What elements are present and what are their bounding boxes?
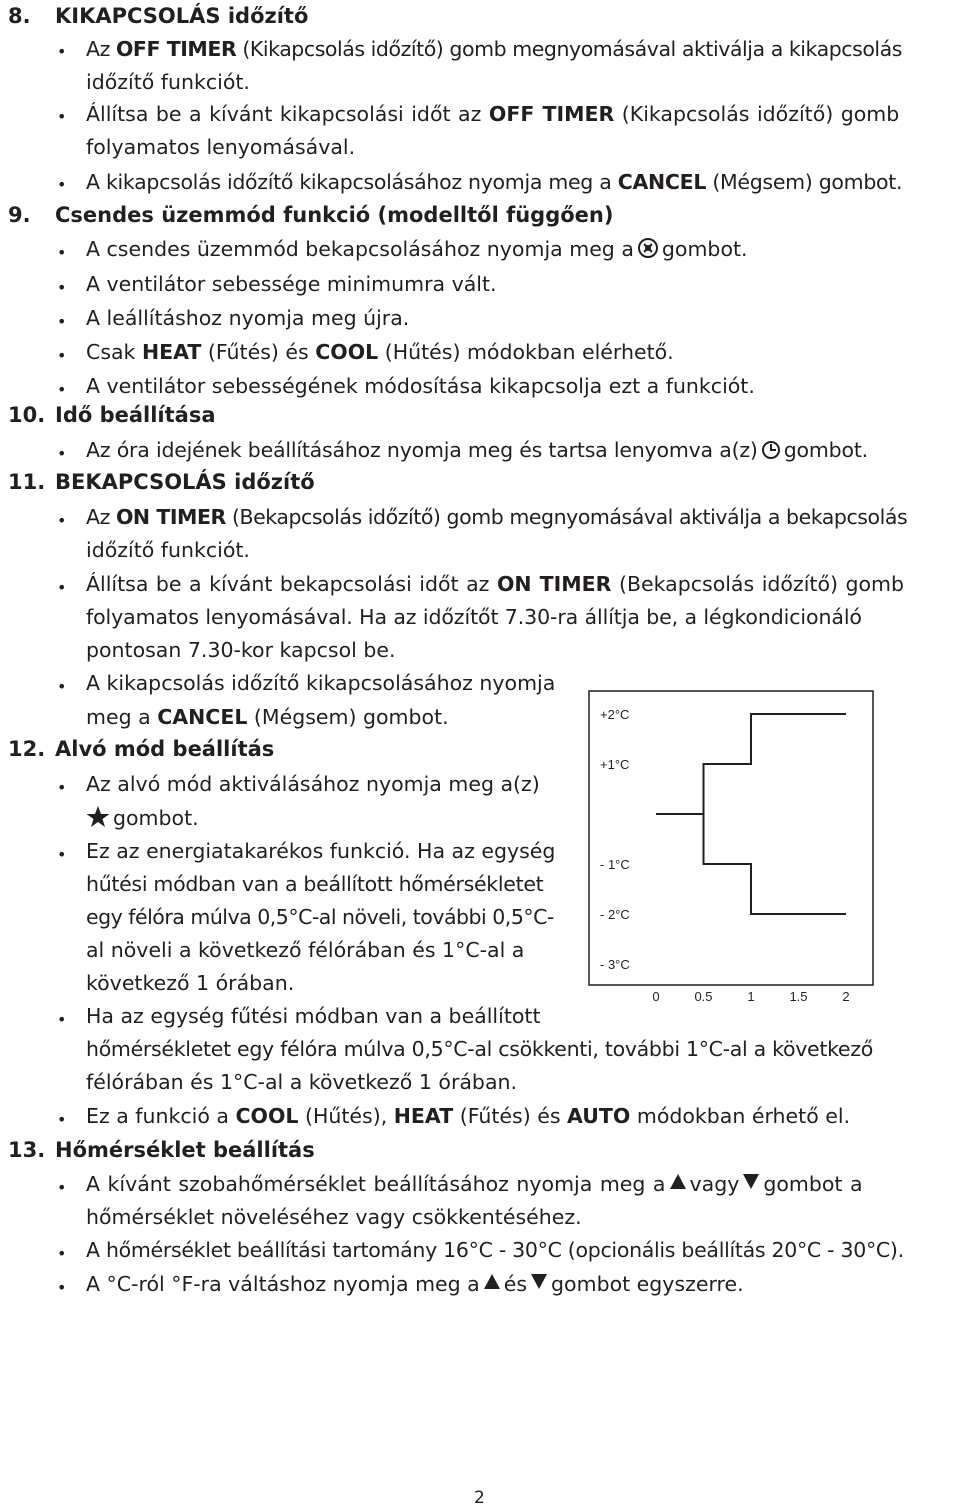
text-line: időzítő funkciót. bbox=[86, 70, 250, 94]
up-arrow-icon bbox=[670, 1174, 686, 1189]
text-line: Az óra idejének beállításához nyomja meg és tartsa lenyomva a(z) gombot. bbox=[86, 438, 868, 465]
text-line: A kívánt szobahőmérséklet beállításához nyomja meg a vagy gombot a bbox=[86, 1172, 863, 1196]
text-line: hőmérsékletet egy félóra múlva 0,5°C-al csökkenti, további 1°C-al a következő bbox=[86, 1037, 873, 1061]
text-line: egy félóra múlva 0,5°C-al növeli, további 0,5°C- bbox=[86, 905, 554, 929]
down-arrow-icon bbox=[531, 1274, 547, 1289]
text-line: időzítő funkciót. bbox=[86, 538, 250, 562]
text-line: Ha az egység fűtési módban van a beállított bbox=[86, 1004, 541, 1028]
text-line: A hőmérséklet beállítási tartomány 16°C - 30°C (opcionális beállítás 20°C - 30°C). bbox=[86, 1238, 904, 1262]
bullet: • bbox=[57, 778, 67, 797]
bullet: • bbox=[57, 107, 67, 126]
x-tick-label: 1 bbox=[747, 989, 755, 1004]
section-title: BEKAPCSOLÁS időzítő bbox=[55, 470, 315, 494]
text-line: Az alvó mód aktiválásához nyomja meg a(z) bbox=[86, 772, 540, 796]
up-arrow-icon bbox=[484, 1274, 500, 1289]
y-tick-label: +2°C bbox=[600, 707, 630, 722]
text-line: gombot. bbox=[86, 805, 199, 833]
down-arrow-icon bbox=[743, 1174, 759, 1189]
bullet: • bbox=[57, 243, 67, 262]
section-number: 10. bbox=[8, 403, 46, 427]
x-tick-label: 0.5 bbox=[694, 989, 713, 1004]
bullet: • bbox=[57, 42, 67, 61]
section-title: Hőmérséklet beállítás bbox=[55, 1138, 315, 1162]
section-title: Csendes üzemmód funkció (modelltől függően) bbox=[55, 203, 614, 227]
page-number: 2 bbox=[474, 1488, 485, 1508]
bullet: • bbox=[57, 175, 67, 194]
silent-mode-icon bbox=[637, 237, 659, 264]
text-line: A ventilátor sebessége minimumra vált. bbox=[86, 272, 497, 296]
text-line: Az OFF TIMER (Kikapcsolás időzítő) gomb megnyomásával aktiválja a kikapcsolás bbox=[86, 37, 903, 61]
bullet: • bbox=[57, 346, 67, 365]
x-tick-label: 2 bbox=[842, 989, 850, 1004]
y-tick-label: +1°C bbox=[600, 757, 630, 772]
text-line: A °C-ról °F-ra váltáshoz nyomja meg a és gombot egyszerre. bbox=[86, 1272, 744, 1296]
text-line: Állítsa be a kívánt bekapcsolási időt az ON TIMER (Bekapcsolás időzítő) gomb bbox=[86, 572, 905, 596]
text-line: folyamatos lenyomásával. Ha az időzítőt 7.30-ra állítja be, a légkondicionáló bbox=[86, 605, 862, 629]
bullet: • bbox=[57, 578, 67, 597]
bullet: • bbox=[57, 278, 67, 297]
text-line: A kikapcsolás időzítő kikapcsolásához nyomja bbox=[86, 671, 556, 695]
chart-frame bbox=[589, 691, 873, 985]
x-tick-label: 0 bbox=[652, 989, 660, 1004]
text-line: Ez a funkció a COOL (Hűtés), HEAT (Fűtés) és AUTO módokban érhető el. bbox=[86, 1104, 851, 1128]
text-line: Csak HEAT (Fűtés) és COOL (Hűtés) módokban elérhető. bbox=[86, 340, 674, 364]
text-line: Állítsa be a kívánt kikapcsolási időt az OFF TIMER (Kikapcsolás időzítő) gomb bbox=[86, 102, 900, 126]
text-line: pontosan 7.30-kor kapcsol be. bbox=[86, 638, 396, 662]
section-number: 8. bbox=[8, 4, 31, 28]
bullet: • bbox=[57, 1278, 67, 1297]
text-line: folyamatos lenyomásával. bbox=[86, 135, 356, 159]
text-line: következő 1 órában. bbox=[86, 971, 295, 995]
bullet: • bbox=[57, 1010, 67, 1029]
bullet: • bbox=[57, 380, 67, 399]
section-number: 11. bbox=[8, 470, 46, 494]
series-line-2 bbox=[656, 814, 846, 914]
bullet: • bbox=[57, 444, 67, 463]
text-line: al növeli a következő félórában és 1°C-al a bbox=[86, 938, 525, 962]
clock-icon bbox=[761, 440, 781, 465]
bullet: • bbox=[57, 845, 67, 864]
section-number: 12. bbox=[8, 737, 46, 761]
text-line: félórában és 1°C-al a következő 1 órában. bbox=[86, 1070, 518, 1094]
x-tick-label: 1.5 bbox=[789, 989, 808, 1004]
y-tick-label: - 3°C bbox=[600, 957, 630, 972]
text-line: A leállításhoz nyomja meg újra. bbox=[86, 306, 410, 330]
sleep-mode-chart bbox=[588, 690, 878, 1010]
text-line: hőmérséklet növeléséhez vagy csökkentéséhez. bbox=[86, 1205, 582, 1229]
text-line: A csendes üzemmód bekapcsolásához nyomja meg a gombot. bbox=[86, 237, 748, 264]
series-line-1 bbox=[656, 714, 846, 814]
bullet: • bbox=[57, 1244, 67, 1263]
bullet: • bbox=[57, 677, 67, 696]
text-line: hűtési módban van a beállított hőmérsékletet bbox=[86, 872, 544, 896]
text-line: Az ON TIMER (Bekapcsolás időzítő) gomb megnyomásával aktiválja a bekapcsolás bbox=[86, 505, 908, 529]
bullet: • bbox=[57, 1178, 67, 1197]
bullet: • bbox=[57, 511, 67, 530]
y-tick-label: - 2°C bbox=[600, 907, 630, 922]
text-line: meg a CANCEL (Mégsem) gombot. bbox=[86, 705, 449, 729]
section-title: Alvó mód beállítás bbox=[55, 737, 275, 761]
section-title: KIKAPCSOLÁS időzítő bbox=[55, 4, 309, 28]
star-icon bbox=[86, 805, 110, 833]
text-line: A ventilátor sebességének módosítása kikapcsolja ezt a funkciót. bbox=[86, 374, 755, 398]
section-number: 9. bbox=[8, 203, 31, 227]
text-line: A kikapcsolás időzítő kikapcsolásához nyomja meg a CANCEL (Mégsem) gombot. bbox=[86, 170, 903, 194]
bullet: • bbox=[57, 312, 67, 331]
section-title: Idő beállítása bbox=[55, 403, 216, 427]
y-tick-label: - 1°C bbox=[600, 857, 630, 872]
bullet: • bbox=[57, 1110, 67, 1129]
section-number: 13. bbox=[8, 1138, 46, 1162]
text-line: Ez az energiatakarékos funkció. Ha az egység bbox=[86, 839, 556, 863]
